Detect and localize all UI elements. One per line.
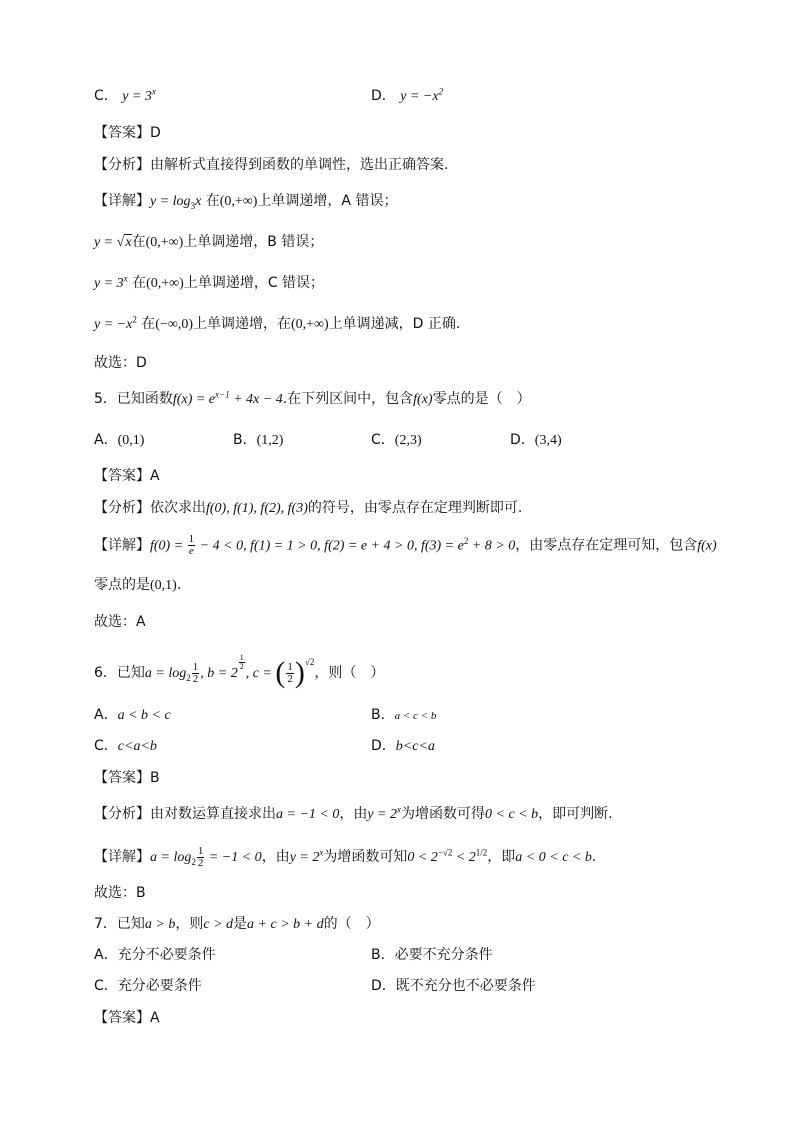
q5-answer	[94, 466, 160, 486]
option-label: C．	[94, 88, 118, 104]
answer-tag: 【答案】	[94, 1010, 150, 1026]
text: 在	[132, 275, 147, 291]
fraction-numerator: 1	[188, 533, 195, 545]
math-expr: y = 2	[367, 807, 398, 822]
expr-sup: 2	[438, 86, 444, 97]
math-expr: f(x)	[697, 538, 717, 554]
text: 为增函数可知	[323, 849, 408, 865]
option-label: C．	[371, 432, 395, 448]
q5-detail-line-2	[94, 575, 181, 596]
q6-analysis	[94, 804, 613, 825]
option-label: D．	[371, 88, 396, 104]
answer-tag: 【答案】	[94, 468, 150, 484]
fraction	[286, 662, 294, 685]
math-sub: 2	[186, 672, 191, 683]
text: 上单调递增，C 错误；	[183, 275, 325, 291]
fraction-numerator: 1	[239, 653, 244, 662]
math-expr: a = log	[144, 666, 187, 681]
q7-option-b	[371, 945, 493, 965]
q5-choice	[94, 612, 146, 632]
fraction	[192, 662, 200, 685]
left-paren: (	[275, 656, 286, 689]
option-label: A．	[94, 432, 118, 448]
q6-option-a	[94, 705, 171, 726]
fraction-denominator: 2	[197, 856, 204, 869]
option-label: B．	[233, 432, 257, 448]
question-number: 7．已知	[94, 916, 145, 932]
q4-choice	[94, 353, 147, 373]
option-value: a < c < b	[394, 710, 437, 722]
math-expr: a = log	[150, 850, 192, 865]
choice-text: 故选：D	[94, 355, 147, 371]
q5-option-a	[94, 430, 144, 451]
option-label: C．	[94, 738, 118, 754]
math-expr: y = −x	[94, 317, 133, 332]
math-sup: x−1	[215, 389, 230, 400]
q6-option-c	[94, 736, 157, 757]
q5-option-b	[233, 430, 283, 451]
text: ，则	[175, 916, 204, 932]
text: .	[176, 577, 182, 593]
math-expr: a < 0 < c < b	[515, 850, 592, 865]
math-sup: 2	[132, 314, 137, 325]
text: 零点的是	[94, 577, 150, 593]
q5-option-c	[371, 430, 422, 451]
q4-detail-line-2	[94, 232, 323, 253]
option-value: (1,2)	[256, 433, 284, 448]
math-expr: 0 < 2	[407, 850, 438, 865]
fraction-denominator: 2	[192, 672, 199, 685]
option-text: C．充分必要条件	[94, 978, 202, 994]
math-expr: f(0), f(1), f(2), f(3)	[206, 501, 308, 516]
sqrt-radicand: x	[125, 235, 132, 250]
interval: (0,+∞)	[146, 276, 184, 291]
math-sup: 1/2	[475, 847, 488, 858]
q5-analysis	[94, 498, 522, 519]
interval: (0,+∞)	[219, 194, 258, 209]
interval: (−∞,0)	[155, 317, 193, 332]
math-expr: f(0) =	[150, 538, 187, 554]
math-expr: y = 3	[94, 276, 124, 291]
text: 是	[233, 916, 248, 932]
exponent-fraction	[239, 654, 245, 671]
math-sup: x	[319, 847, 324, 858]
text: 的符号，由零点存在定理判断即可.	[307, 500, 523, 516]
math-expr: y = 2	[289, 850, 320, 865]
q6-option-b	[371, 705, 436, 726]
fraction-denominator: 2	[287, 672, 293, 685]
q6-option-d	[371, 736, 435, 757]
math-sub: 2	[191, 856, 196, 867]
text: ，即	[487, 849, 516, 865]
option-value: c<a<b	[117, 739, 157, 754]
q5-option-d	[510, 430, 562, 451]
option-label: A．	[94, 707, 118, 723]
q7-option-d	[371, 976, 536, 996]
detail-tag: 【详解】	[94, 537, 150, 554]
fraction-denominator: 2	[239, 662, 244, 671]
fraction	[188, 534, 196, 557]
text: 上单调递减，D 正确.	[328, 316, 461, 332]
question-number: 5．已知函数	[94, 391, 173, 407]
q7-option-c	[94, 976, 202, 996]
math-sub: 3	[190, 200, 196, 211]
option-text: A．充分不必要条件	[94, 947, 216, 963]
math-sup: √2	[304, 657, 315, 667]
q7-answer	[94, 1008, 160, 1028]
q7-option-a	[94, 945, 216, 965]
text: 的（ ）	[323, 916, 380, 932]
math-expr: f(x)	[413, 392, 433, 407]
math-sup: 2	[463, 535, 469, 546]
interval: (0,+∞)	[290, 317, 329, 332]
text: 零点的是（ ）	[432, 391, 531, 407]
analysis-tag: 【分析】	[94, 157, 150, 173]
answer-value: B	[150, 770, 160, 786]
q5-stem	[94, 389, 531, 410]
q4-detail-line-1	[94, 191, 397, 212]
math-expr: f(x) = e	[172, 392, 216, 407]
math-expr: 0 < c < b	[485, 807, 539, 822]
option-label: D．	[510, 432, 535, 448]
text: ，即可判断.	[538, 806, 613, 822]
math-expr: , b = 2	[200, 666, 238, 681]
option-text: D．既不充分也不必要条件	[371, 978, 536, 994]
text: 上单调递增，A 错误；	[257, 193, 398, 209]
math-expr: , c =	[245, 666, 276, 681]
math-expr: + 4x − 4	[229, 392, 283, 407]
text: 在	[205, 193, 220, 209]
interval: (0,+∞)	[145, 235, 184, 250]
q6-detail	[94, 844, 596, 871]
analysis-tag: 【分析】	[94, 806, 150, 822]
q6-stem	[94, 654, 384, 689]
q6-answer	[94, 768, 160, 788]
math-expr: y = log	[150, 194, 191, 209]
answer-tag: 【答案】	[94, 770, 150, 786]
analysis-text: 由解析式直接得到函数的单调性，选出正确答案.	[150, 157, 449, 173]
text: 在	[131, 234, 146, 250]
detail-tag: 【详解】	[94, 849, 150, 865]
text: ，由	[261, 849, 290, 865]
option-label: D．	[371, 738, 396, 754]
answer-value: A	[150, 468, 160, 484]
option-value: (0,1)	[117, 433, 145, 448]
question-number: 6．已知	[94, 665, 145, 681]
option-label: B．	[371, 707, 395, 723]
text: .在下列区间中，包含	[282, 391, 414, 407]
text: 为增函数可得	[401, 806, 486, 822]
answer-value: A	[150, 1010, 160, 1026]
text: 在	[141, 316, 156, 332]
text: ，由零点存在定理可知，包含	[515, 537, 698, 554]
text: .	[591, 849, 597, 865]
text: 由对数运算直接求出	[150, 806, 276, 822]
expr-base: y = 3	[122, 89, 152, 104]
q5-detail-line-1	[94, 534, 717, 557]
q6-choice	[94, 883, 146, 903]
option-value: b<c<a	[395, 739, 435, 754]
right-paren: )	[294, 656, 305, 689]
analysis-tag: 【分析】	[94, 500, 150, 516]
math-expr: y =	[94, 235, 117, 250]
math-expr: x	[195, 194, 202, 209]
option-value: (2,3)	[394, 433, 422, 448]
q4-detail-line-3	[94, 273, 324, 294]
math-expr: c > d	[203, 917, 234, 932]
option-value: (3,4)	[534, 433, 562, 448]
expr-sup: x	[151, 86, 156, 97]
sqrt-sign: √	[116, 235, 125, 250]
q4-detail-line-4	[94, 314, 460, 335]
answer-value: D	[150, 125, 161, 141]
math-expr: a = −1 < 0	[276, 807, 340, 822]
q4-option-d	[371, 86, 443, 107]
text: 上单调递增，B 错误；	[183, 234, 324, 250]
math-sup: x	[123, 273, 128, 284]
math-expr: a > b	[144, 917, 176, 932]
text: ，由	[339, 806, 368, 822]
q4-answer	[94, 123, 161, 143]
math-sup: x	[397, 804, 402, 815]
math-expr: = −1 < 0	[205, 850, 262, 865]
option-expr	[400, 86, 444, 104]
q4-option-c	[94, 86, 156, 107]
fraction-numerator: 1	[192, 660, 199, 673]
fraction-numerator: 1	[287, 660, 293, 673]
option-value: a < b < c	[117, 708, 171, 723]
math-expr: < 2	[452, 850, 476, 865]
option-text: B．必要不充分条件	[371, 947, 493, 963]
detail-tag: 【详解】	[94, 193, 150, 209]
expr-base: y = −x	[400, 89, 439, 104]
math-sup: −√2	[437, 847, 453, 858]
choice-text: 故选：A	[94, 614, 146, 630]
fraction-denominator: e	[188, 545, 194, 557]
fraction	[197, 846, 205, 869]
interval: (0,1)	[150, 578, 177, 593]
choice-text: 故选：B	[94, 885, 146, 901]
text: 依次求出	[150, 500, 206, 516]
math-expr: − 4 < 0, f(1) = 1 > 0, f(2) = e + 4 > 0, f(3) = e	[196, 538, 464, 554]
text: ，则（ ）	[314, 665, 385, 681]
answer-tag: 【答案】	[94, 125, 150, 141]
option-expr	[122, 86, 156, 104]
fraction-numerator: 1	[197, 844, 204, 857]
math-expr: a + c > b + d	[247, 917, 324, 932]
q4-analysis	[94, 155, 448, 175]
text: 上单调递增，在	[192, 316, 291, 332]
q7-stem	[94, 914, 380, 935]
math-expr: + 8 > 0	[468, 538, 516, 554]
